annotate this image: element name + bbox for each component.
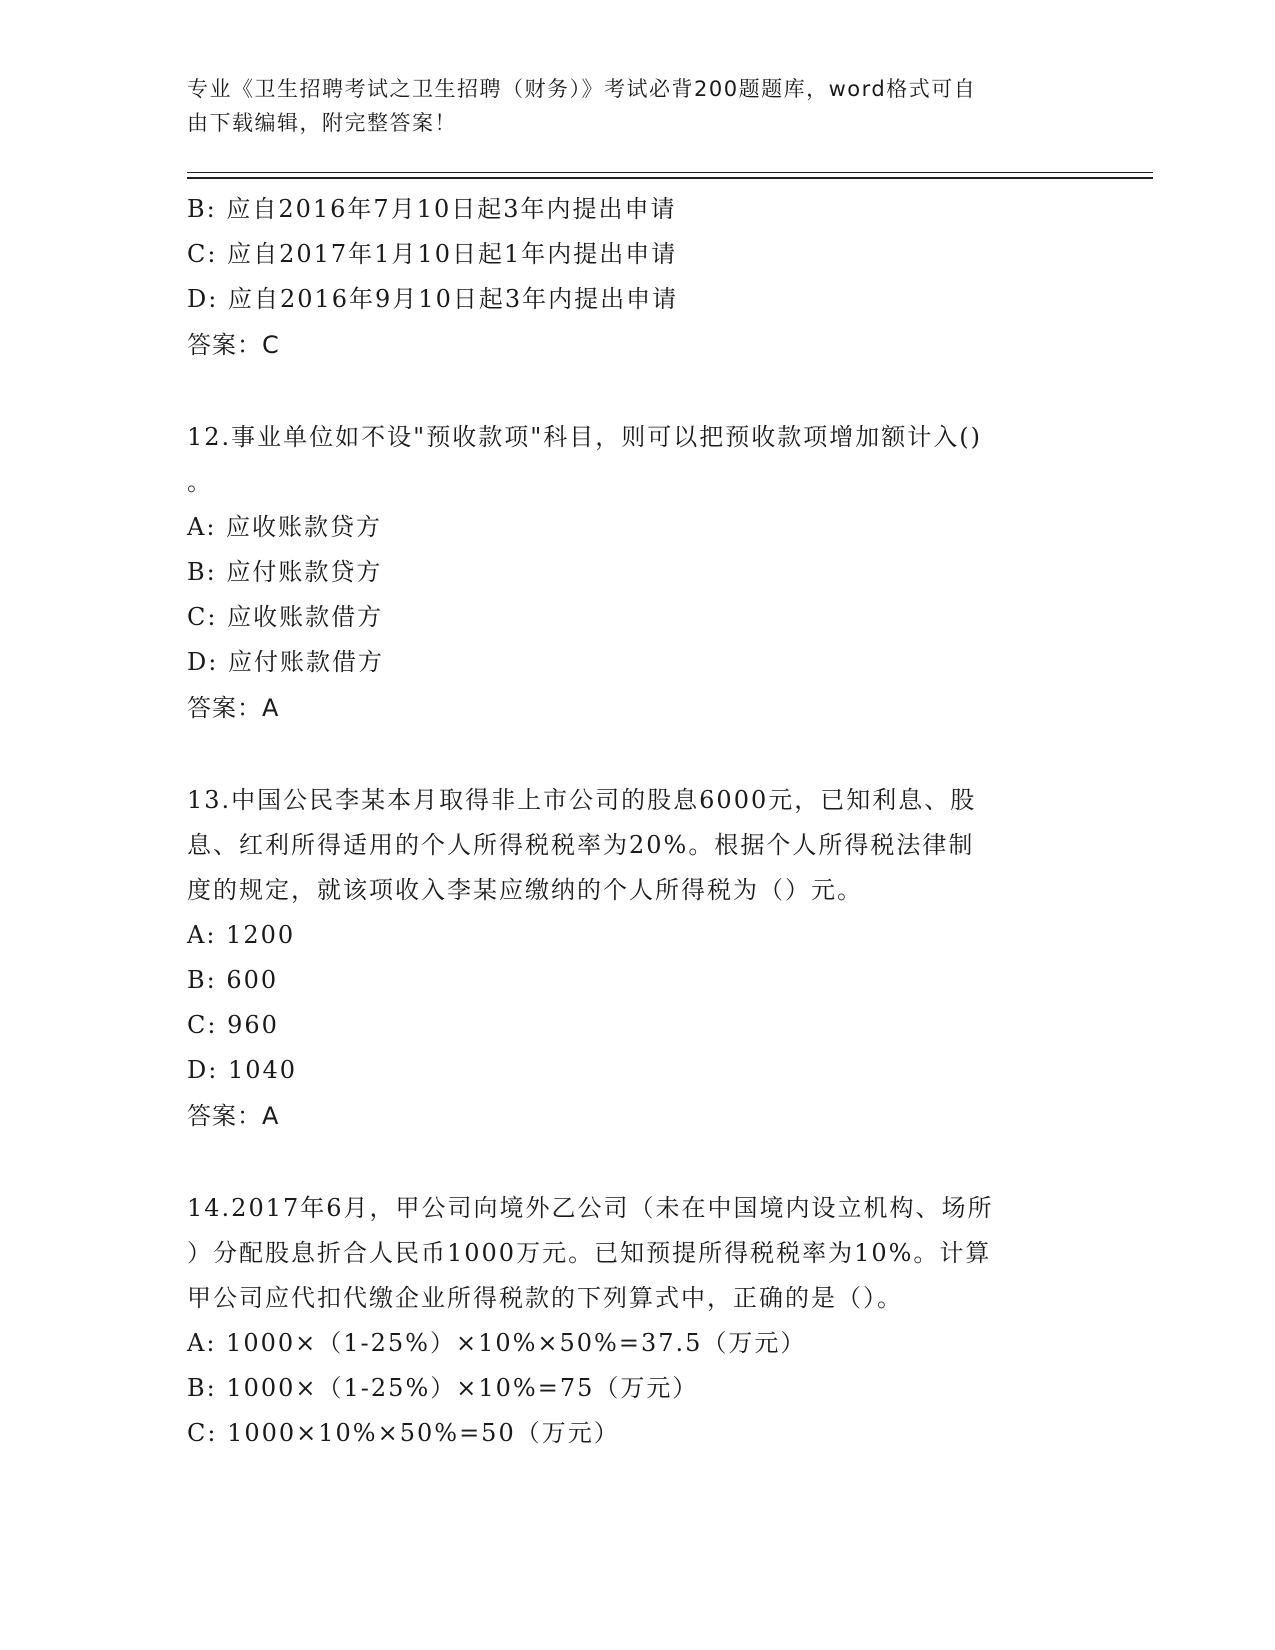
option-c: C: 应收账款借方 xyxy=(187,603,384,631)
option-b: B: 1000×（1-25%）×10%=75（万元） xyxy=(187,1374,699,1402)
answer: 答案：A xyxy=(187,694,280,722)
question-stem-line: 。 xyxy=(187,468,213,496)
option-a: A: 1000×（1-25%）×10%×50%=37.5（万元） xyxy=(187,1329,807,1357)
header-rule-thin xyxy=(187,172,1153,173)
spacer xyxy=(187,731,1067,778)
question-stem-line: 14.2017年6月，甲公司向境外乙公司（未在中国境内设立机构、场所 xyxy=(187,1194,994,1222)
option-d: D: 应自2016年9月10日起3年内提出申请 xyxy=(187,285,679,313)
question-stem-line: 息、红利所得适用的个人所得税税率为20%。根据个人所得税法律制 xyxy=(187,831,975,859)
question-stem-line: 度的规定，就该项收入李某应缴纳的个人所得税为（）元。 xyxy=(187,876,863,904)
option-c: C: 1000×10%×50%=50（万元） xyxy=(187,1419,620,1447)
answer: 答案：A xyxy=(187,1102,280,1130)
question-stem-line: ）分配股息折合人民币1000万元。已知预提所得税税率为10%。计算 xyxy=(187,1239,992,1267)
header-rule-thick xyxy=(187,177,1153,179)
option-d: D: 1040 xyxy=(187,1056,298,1084)
header-line-2: 由下载编辑，附完整答案！ xyxy=(187,111,457,135)
option-c: C: 应自2017年1月10日起1年内提出申请 xyxy=(187,240,678,268)
option-b: B: 应自2016年7月10日起3年内提出申请 xyxy=(187,195,677,223)
option-c: C: 960 xyxy=(187,1011,279,1039)
question-stem-line: 甲公司应代扣代缴企业所得税款的下列算式中，正确的是（）。 xyxy=(187,1284,903,1312)
question-14 xyxy=(187,1186,1067,1456)
answer: 答案：C xyxy=(187,331,280,359)
option-d: D: 应付账款借方 xyxy=(187,648,384,676)
question-12 xyxy=(187,415,1067,731)
question-13 xyxy=(187,778,1067,1139)
option-a: A: 应收账款贷方 xyxy=(187,513,383,541)
question-stem-line: 12.事业单位如不设"预收款项"科目，则可以把预收款项增加额计入() xyxy=(187,423,982,451)
question-list xyxy=(187,187,1067,1456)
header-line-1: 专业《卫生招聘考试之卫生招聘（财务）》考试必背200题题库，word格式可自 xyxy=(187,77,977,101)
document-header xyxy=(187,72,1067,140)
question-11 xyxy=(187,187,1067,368)
option-b: B: 应付账款贷方 xyxy=(187,558,383,586)
option-a: A: 1200 xyxy=(187,921,296,949)
spacer xyxy=(187,1139,1067,1186)
question-stem-line: 13.中国公民李某本月取得非上市公司的股息6000元，已知利息、股 xyxy=(187,786,977,814)
spacer xyxy=(187,368,1067,415)
option-b: B: 600 xyxy=(187,966,279,994)
